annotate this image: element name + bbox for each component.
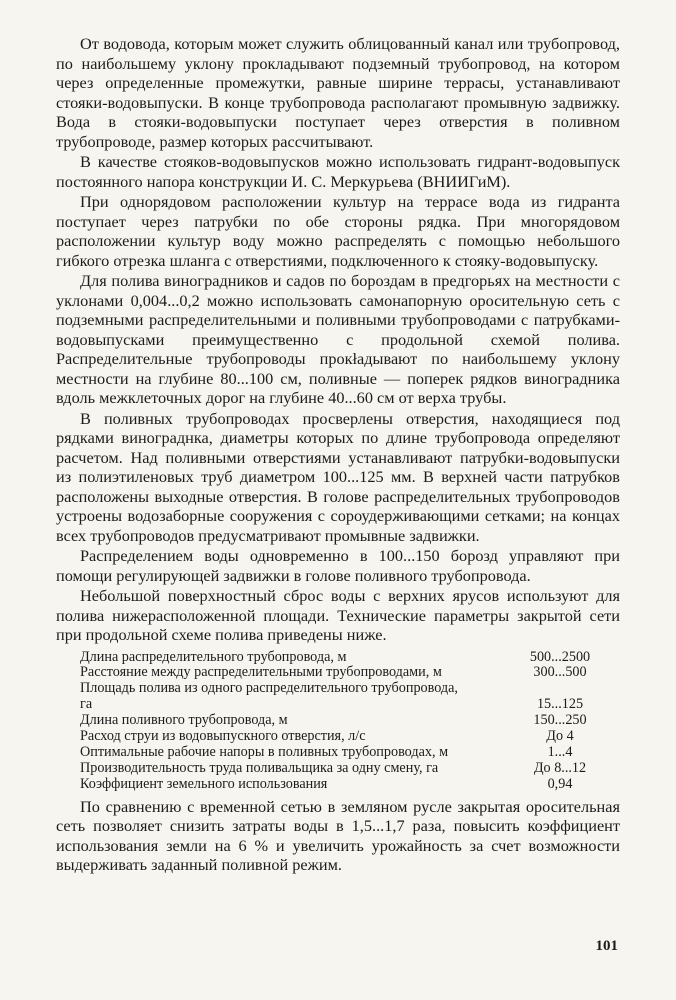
parameter-row [56,777,620,793]
paragraph-2: В качестве стояков-водовыпусков можно использовать гидрант-водовыпуск постоянного напора конструкции И. С. Меркурьева (ВНИИГиМ). [56,152,620,191]
parameter-label: Длина распределительного трубопровода, м [80,648,347,665]
parameter-value: До 8...12 [533,759,587,776]
parameter-value: 150...250 [533,712,587,729]
parameters-list [56,650,620,793]
parameter-row [56,713,620,729]
parameter-row [56,729,620,745]
parameter-value: 300...500 [533,664,587,681]
page-number: 101 [595,938,618,954]
parameter-row [56,681,620,713]
parameter-row [56,650,620,666]
parameter-label: Расстояние между распределительными трубопроводами, м [80,664,442,681]
parameter-row [56,745,620,761]
paragraph-4: Для полива виноградников и садов по бороздам в предгорьях на местности с уклонами 0,004...0,2 можно использовать самонапорную оросительную сеть с подземными распределительными и поливными трубопроводами с патрубками-водовыпусками преимущественно с продольной схемой полива. Распределительные трубопроводы прокłадывают по наибольшему уклону местности на глубине 80...100 см, поливные — поперек рядков виноградника вдоль межклеточных дорог на глубине 40...60 см от верха трубы. [56,271,620,407]
paragraph-7: Небольшой поверхностный сброс воды с верхних ярусов используют для полива нижерасположенной площади. Технические параметры закрытой сети при продольной схеме полива приведены ниже. [56,586,620,644]
parameter-row [56,761,620,777]
parameter-label: Оптимальные рабочие напоры в поливных трубопроводах, м [80,743,449,760]
parameter-value: 500...2500 [529,648,591,665]
paragraph-1: От водовода, которым может служить облицованный канал или трубопровод, по наибольшему уклону прокладывают подземный трубопровод, на котором через определенные промежутки, равные ширине террасы, устанавливают стояки-водовыпуски. В конце трубопровода располагают промывную задвижку. Вода в стояки-водовыпуски поступает через отверстия в поливном трубопроводе, размер которых рассчитывают. [56,34,620,151]
parameter-label: Площадь полива из одного распределительного трубопровода, га [80,680,458,713]
parameter-value: 1...4 [547,743,573,760]
paragraph-3: При однорядовом расположении культур на террасе вода из гидранта поступает через патрубки по обе стороны рядка. При многорядовом расположении культур воду можно распределять с помощью небольшого гибкого отрезка шланга с отверстиями, подключенного к стояку-водовыпуску. [56,192,620,270]
parameter-label: Производительность труда поливальщика за одну смену, га [80,759,439,776]
parameter-value: 0,94 [547,775,573,792]
paragraph-6: Распределением воды одновременно в 100...150 борозд управляют при помощи регулирующей задвижки в голове поливного трубопровода. [56,546,620,585]
parameter-label: Коэффициент земельного использования [80,775,328,792]
parameter-row [56,665,620,681]
body-text-top [56,34,620,645]
body-text-bottom [56,797,620,875]
paragraph-8: По сравнению с временной сетью в земляном русле закрытая оросительная сеть позволяет снизить затраты воды в 1,5...1,7 раза, повысить коэффициент использования земли на 6 % и увеличить урожайность за счет возможности выдерживать заданный поливной режим. [56,796,620,875]
parameter-label: Длина поливного трубопровода, м [80,712,288,729]
parameter-value: 15...125 [536,696,584,713]
parameter-value: До 4 [546,728,574,745]
paragraph-5: В поливных трубопроводах просверлены отверстия, находящиеся под рядками винограднка, диаметры которых по длине трубопровода определяют расчетом. Над поливными отверстиями устанавливают патрубки-водовыпуски из полиэтиленовых труб диаметром 100...125 мм. В верхней части патрубков расположены выходные отверстия. В голове распределительных трубопроводов устроены водозаборные сооружения с сороудерживающими сетками; на концах всех трубопроводов предусматривают промывные задвижки. [56,408,620,545]
parameter-label: Расход струи из водовыпускного отверстия, л/с [80,728,366,745]
